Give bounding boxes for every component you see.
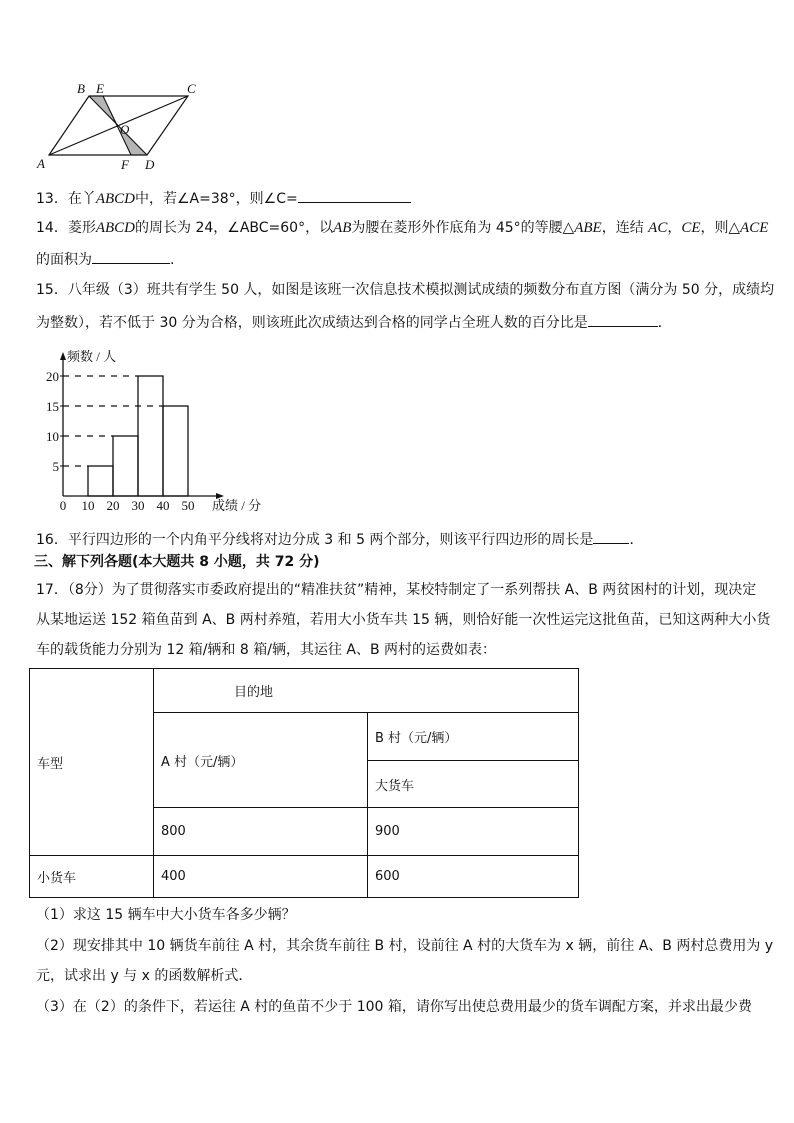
cell-small-b: 600 (368, 856, 579, 898)
question-number: 14． (36, 220, 68, 236)
x-axis-label: 成绩 / 分 (212, 498, 262, 513)
x-tick-label: 50 (181, 498, 195, 513)
question-17-line-1: 17．（8分）为了贯彻落实市委政府提出的“精准扶贫”精神，某校特制定了一系列帮扶 A、B 两贫困村的计划，现决定 (36, 582, 757, 598)
period: ． (657, 315, 672, 331)
y-tick-label: 5 (52, 459, 59, 474)
x-tick-label: 40 (156, 498, 170, 513)
answer-blank-16[interactable] (593, 529, 629, 544)
x-tick-label: 30 (131, 498, 145, 513)
question-16 (36, 529, 643, 547)
answer-blank-15[interactable] (588, 312, 658, 327)
y-axis-arrow-icon (60, 352, 66, 360)
question-17-part-2-line-1: （2）现安排其中 10 辆货车前往 A 村，其余货车前往 B 村，设前往 A 村的大货车为 x 辆，前往 A、B 两村总费用为 y (36, 938, 774, 954)
y-tick-label: 15 (46, 399, 59, 414)
question-text: 16．平行四边形的一个内角平分线将对边分成 3 和 5 两个部分，则该平行四边形的周长是 (36, 532, 594, 548)
x-tick-labels (60, 498, 195, 513)
answer-blank-13[interactable] (298, 188, 411, 203)
question-17-line-3: 车的载货能力分别为 12 箱/辆和 8 箱/辆，其运往 A、B 两村的运费如表： (36, 642, 497, 658)
math-abcd: ABCD (95, 220, 135, 236)
question-17-part-3: （3）在（2）的条件下，若运往 A 村的鱼苗不少于 100 箱，请你写出使总费用最少的货车调配方案，并求出最少费 (36, 999, 752, 1015)
frequency-histogram (0, 0, 300, 530)
question-text: 在 (67, 191, 82, 207)
histogram-bar (163, 406, 188, 496)
math-triangle-abe: △ABE (562, 220, 602, 236)
label-b: B (77, 81, 85, 96)
histogram-bar (113, 436, 138, 496)
question-text: ，连结 (601, 220, 649, 236)
parallelogram-symbol: 丫 (81, 191, 96, 207)
question-text: 的周长为 24，∠ABC=60°，以 (135, 220, 334, 236)
math-triangle-ace: △ACE (728, 220, 769, 236)
label-d: D (145, 157, 155, 172)
math-ce: CE (681, 220, 701, 236)
math-ab: AB (333, 220, 352, 236)
cell-large-a: 800 (154, 808, 368, 856)
period: ． (629, 532, 644, 548)
cell-large-truck: 大货车 (368, 761, 579, 808)
header-b-village: B 村（元/辆） (368, 713, 579, 761)
cell-small-a: 400 (154, 856, 368, 898)
label-e: E (96, 81, 104, 96)
label-c: C (187, 81, 196, 96)
question-17-part-1: （1）求这 15 辆车中大小货车各多少辆？ (36, 907, 296, 923)
math-ac: AC (648, 220, 668, 236)
y-tick-label: 20 (46, 369, 59, 384)
cell-large-b: 900 (368, 808, 579, 856)
header-vehicle-type: 车型 (30, 669, 154, 856)
label-o: O (120, 122, 130, 137)
freight-cost-table (29, 668, 579, 898)
histogram-bar (88, 466, 113, 496)
header-destination: 目的地 (154, 669, 579, 713)
header-a-village: A 村（元/辆） (154, 713, 368, 808)
y-tick-labels (46, 369, 63, 474)
x-tick-label: 10 (81, 498, 95, 513)
question-text: 为腰在菱形外作底角为 45°的等腰 (351, 220, 563, 236)
y-axis-label: 频数 / 人 (67, 349, 117, 364)
question-text: 为整数），若不低于 30 分为合格，则该班此次成绩达到合格的同学占全班人数的百分比是 (36, 315, 588, 331)
histogram-bar (138, 376, 163, 496)
y-tick-label: 10 (46, 429, 59, 444)
question-17-part-2-line-2: 元，试求出 y 与 x 的函数解析式． (36, 968, 253, 984)
question-17-line-2: 从某地运送 152 箱鱼苗到 A、B 两村养殖，若用大小货车共 15 辆，则恰好能一次性运完这批鱼苗，已知这两种大小货 (36, 612, 771, 628)
question-text: 的面积为 (36, 252, 92, 268)
math-abcd: ABCD (95, 191, 135, 207)
cell-small-truck: 小货车 (30, 856, 154, 898)
x-tick-label: 0 (59, 498, 67, 513)
question-text: ， (667, 220, 682, 236)
question-text: 菱形 (67, 220, 96, 236)
question-text: 15．八年级（3）班共有学生 50 人，如图是该班一次信息技术模拟测试成绩的频数分布直方图（满分为 50 分，成绩均 (36, 282, 775, 298)
question-text: 中，若∠A=38°，则∠C= (135, 191, 298, 207)
period: . (170, 252, 175, 268)
label-f: F (121, 157, 129, 172)
label-a: A (37, 156, 45, 171)
question-number: 13． (36, 191, 68, 207)
section-3-heading: 三、解下列各题(本大题共 8 小题，共 72 分) (34, 554, 320, 570)
x-tick-label: 20 (106, 498, 120, 513)
question-text: ，则 (700, 220, 729, 236)
